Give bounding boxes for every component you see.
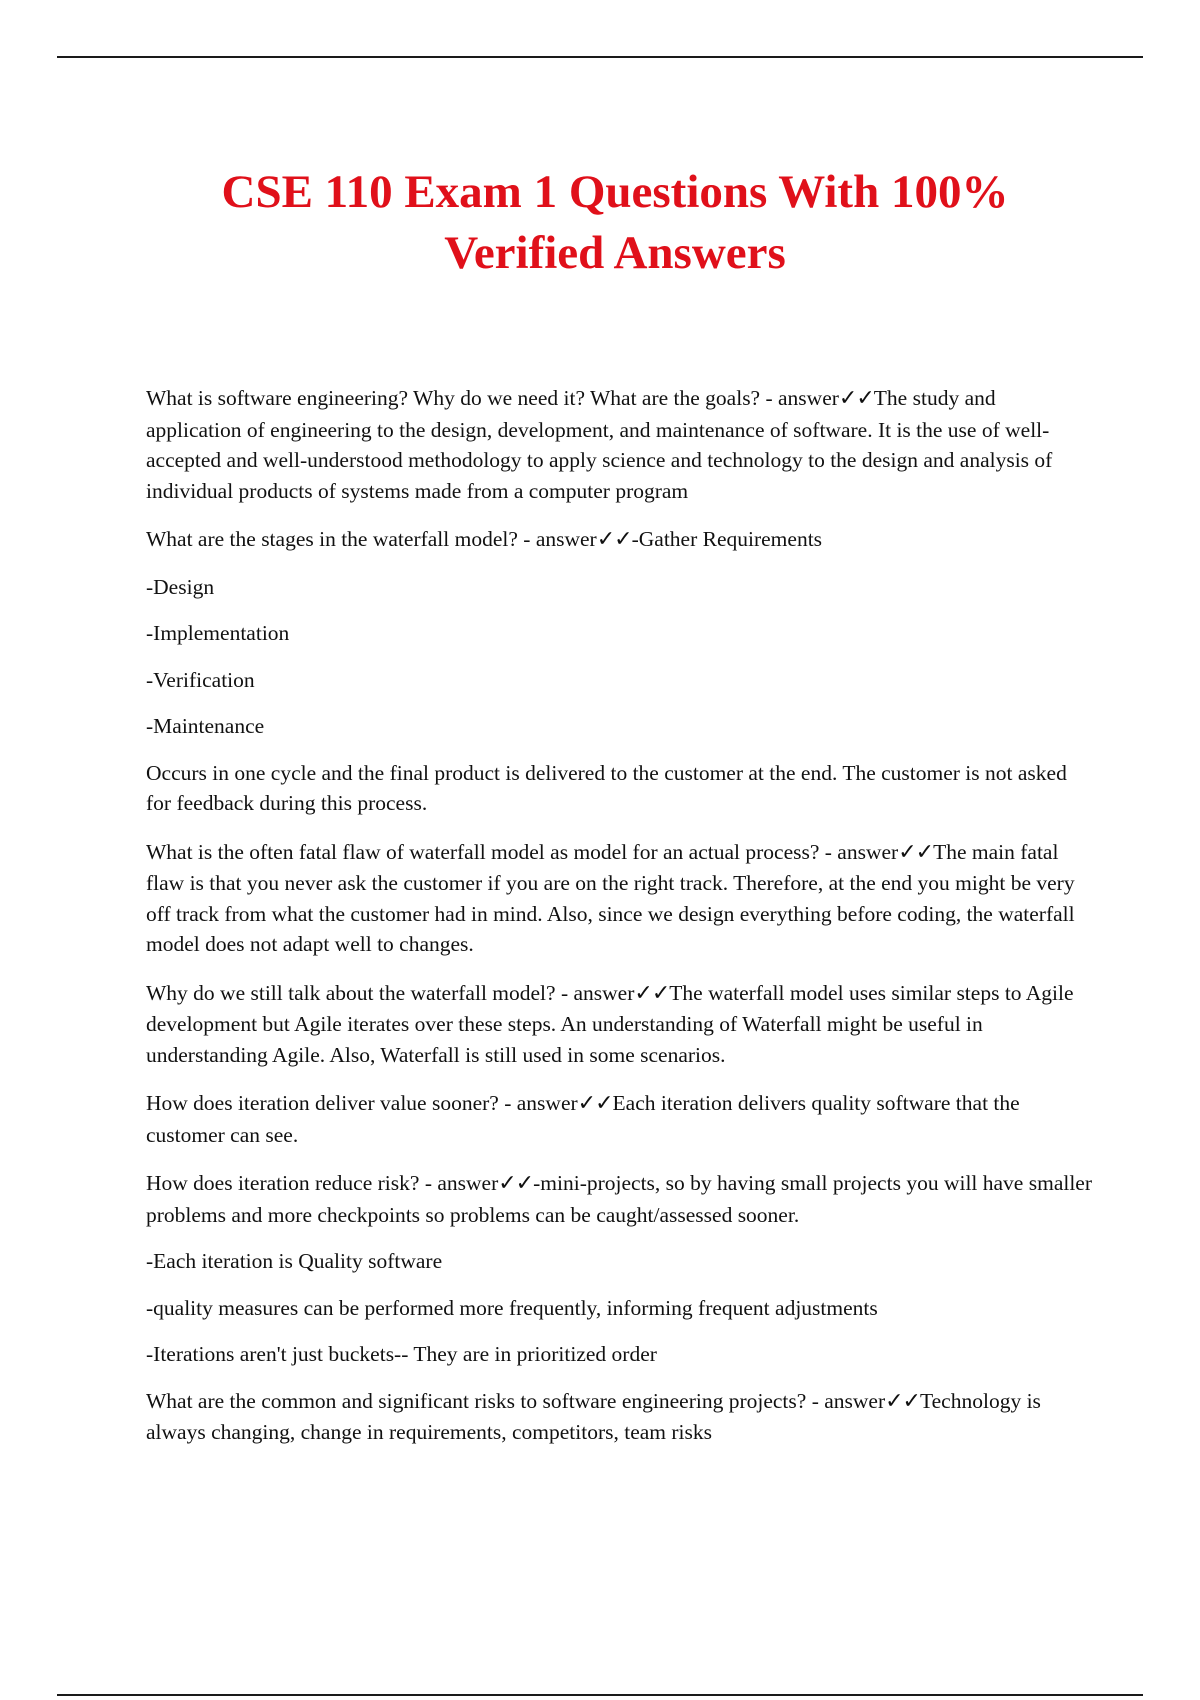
- checkmark-icon: ✓✓: [885, 1388, 920, 1414]
- qa-content: [146, 383, 1096, 1466]
- checkmark-icon: ✓✓: [596, 527, 632, 552]
- answer-marker: - answer: [824, 839, 899, 864]
- bottom-rule: [57, 1694, 1143, 1696]
- qa-block-7: [146, 1386, 1096, 1448]
- answer-text: Each iteration delivers quality software that the customer can see.: [146, 1091, 1020, 1147]
- question-text: What is the often fatal flaw of waterfall model as model for an actual process?: [146, 839, 820, 864]
- qa-block-6: [146, 1168, 1096, 1230]
- answer-marker: - answer: [523, 527, 597, 551]
- checkmark-icon: ✓✓: [898, 839, 934, 865]
- answer-note: Occurs in one cycle and the final product is delivered to the customer at the end. The customer is not asked for feedback during this process.: [146, 760, 1067, 815]
- checkmark-icon: ✓✓: [498, 1171, 534, 1196]
- list-item: -quality measures can be performed more frequently, informing frequent adjustments: [146, 1295, 878, 1320]
- answer-marker: - answer: [765, 386, 839, 410]
- list-item: -Design: [146, 574, 215, 599]
- checkmark-icon: ✓✓: [577, 1091, 613, 1116]
- question-text: What are the stages in the waterfall model?: [146, 527, 518, 551]
- answer-marker: - answer: [504, 1091, 578, 1115]
- title-line-2: Verified Answers: [444, 227, 786, 279]
- checkmark-icon: ✓✓: [634, 980, 670, 1006]
- answer-text: The main fatal flaw is that you never ask the customer if you are on the right track. Therefore, at the end you might be very off track from what the customer had in mind. Also, since we design everything before coding, the waterfall model does not adapt well to changes.: [146, 839, 1075, 956]
- question-text: How does iteration deliver value sooner?: [146, 1091, 499, 1115]
- answer-text: The study and application of engineering to the design, development, and maintenance of software. It is the use of well-accepted and well-understood methodology to apply science and technology to the design and analysis of individual products of systems made from a computer program: [146, 386, 1053, 503]
- qa-block-5: [146, 1088, 1096, 1150]
- answer-text: Technology is always changing, change in requirements, competitors, team risks: [146, 1388, 1041, 1444]
- top-rule: [57, 56, 1143, 58]
- list-item: -Implementation: [146, 621, 290, 645]
- answer-text: The waterfall model uses similar steps to Agile development but Agile iterates over these steps. An understanding of Waterfall might be useful in understanding Agile. Also, Waterfall is still used in some scenarios.: [146, 980, 1074, 1067]
- question-text: How does iteration reduce risk?: [146, 1171, 420, 1195]
- question-text: What are the common and significant risks to software engineering projects?: [146, 1388, 807, 1413]
- qa-block-1: [146, 383, 1096, 506]
- list-item: -Maintenance: [146, 714, 265, 738]
- answer-marker: - answer: [424, 1171, 499, 1195]
- question-text: What is software engineering? Why do we need it? What are the goals?: [146, 386, 761, 410]
- qa-block-2: [146, 524, 1096, 556]
- qa-block-3: [146, 837, 1096, 960]
- answer-marker: - answer: [560, 980, 635, 1005]
- answer-marker: - answer: [811, 1388, 886, 1413]
- list-item: -Each iteration is Quality software: [146, 1249, 443, 1273]
- question-text: Why do we still talk about the waterfall model?: [146, 980, 556, 1005]
- answer-text: -Gather Requirements: [631, 527, 823, 551]
- checkmark-icon: ✓✓: [838, 386, 874, 411]
- list-item: -Verification: [146, 667, 255, 692]
- page-title: [0, 162, 1200, 284]
- answer-text: -mini-projects, so by having small projects you will have smaller problems and more checkpoints so problems can be caught/assessed sooner.: [146, 1171, 1093, 1227]
- list-item: -Iterations aren't just buckets-- They are in prioritized order: [146, 1342, 657, 1366]
- title-line-1: CSE 110 Exam 1 Questions With 100%: [221, 166, 1009, 218]
- qa-block-4: [146, 978, 1096, 1071]
